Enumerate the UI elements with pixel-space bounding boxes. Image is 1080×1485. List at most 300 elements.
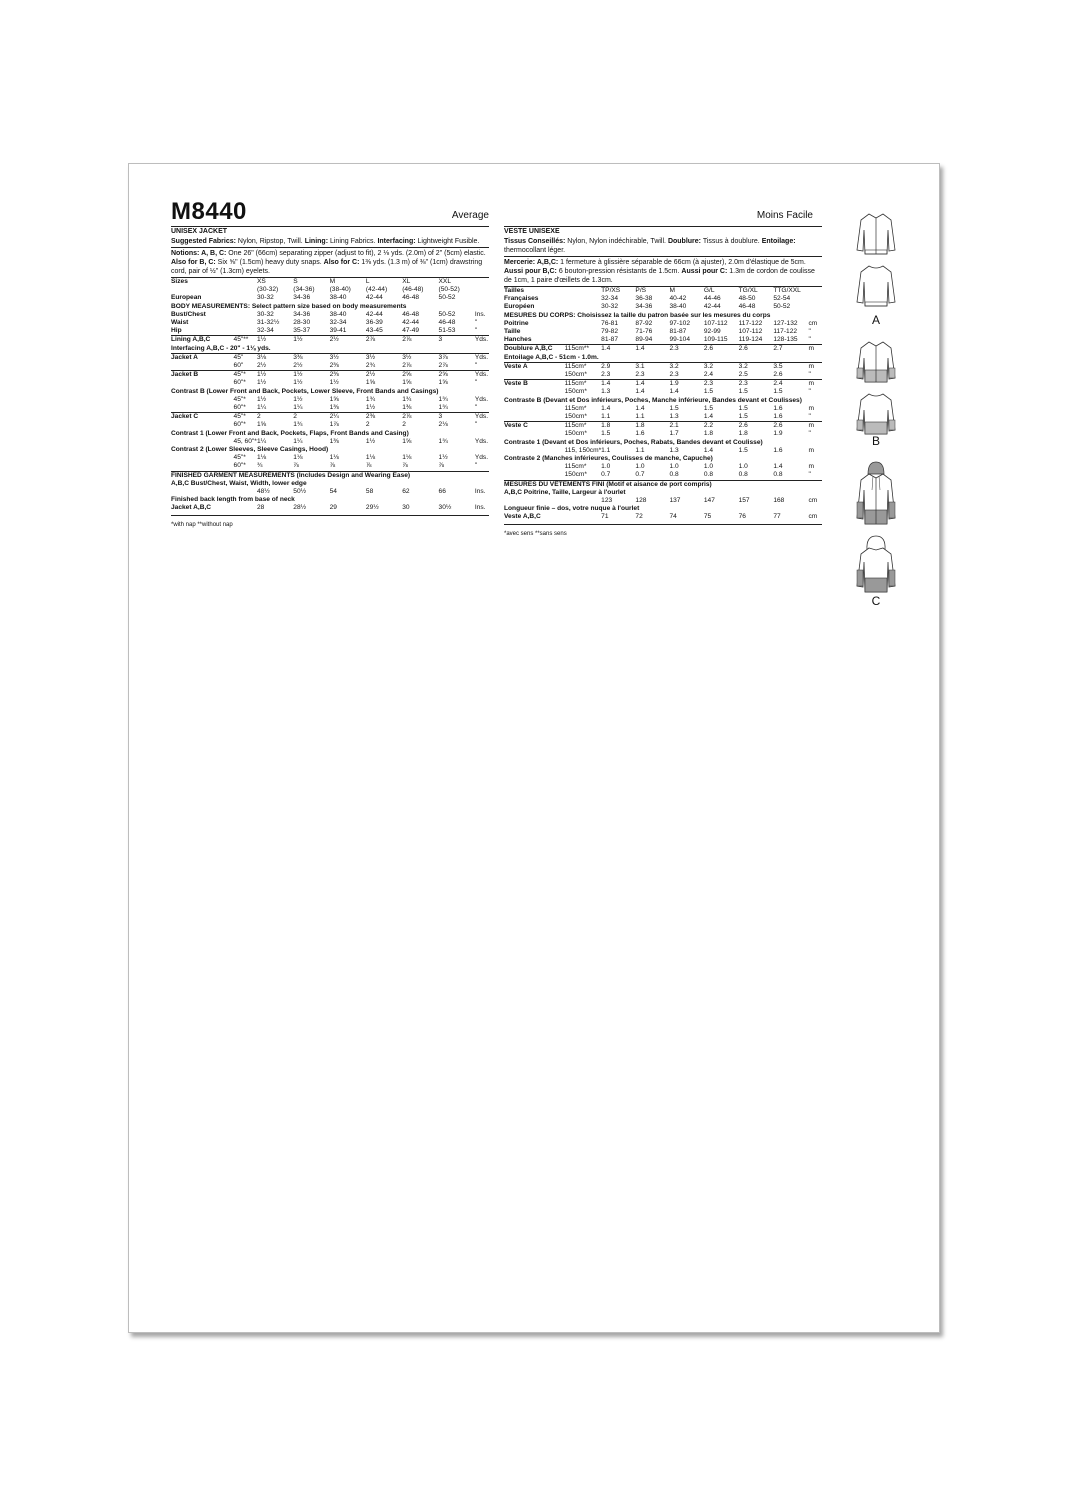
table-cell: Yds. bbox=[474, 413, 489, 421]
table-row bbox=[504, 471, 822, 480]
table-cell: 0.7 bbox=[635, 471, 645, 479]
table-row bbox=[171, 462, 489, 471]
row-label bbox=[504, 405, 565, 413]
table-cell: " bbox=[808, 371, 811, 379]
para-text: 1.3m de cordon de coulisse de 1cm, 1 paire d'œillets de 1.3cm. bbox=[504, 268, 815, 284]
table-cell bbox=[234, 488, 257, 496]
para-label: Tissus Conseillés: bbox=[504, 238, 566, 245]
table-row bbox=[171, 480, 489, 488]
table-cell: Yds. bbox=[474, 336, 489, 344]
table-cell: 1½ bbox=[293, 379, 303, 387]
table-row bbox=[171, 303, 489, 311]
table-cell: 1⅝ bbox=[402, 437, 412, 445]
table-cell: 3½ bbox=[402, 353, 438, 362]
table-cell: (30-32) bbox=[256, 286, 279, 294]
table-cell: 48-50 bbox=[738, 295, 756, 303]
table-cell: 1½ bbox=[365, 404, 376, 412]
table-cell: 48½ bbox=[256, 488, 270, 496]
table-cell: " bbox=[474, 327, 478, 335]
table-row bbox=[171, 319, 489, 327]
row-label bbox=[171, 462, 234, 471]
table-cell: 1.1 bbox=[635, 413, 645, 421]
table-cell: 2⅞ bbox=[402, 336, 438, 345]
table-cell bbox=[565, 303, 602, 311]
table-cell: (42-44) bbox=[365, 286, 388, 294]
table-cell: 1.9 bbox=[773, 430, 783, 438]
table-cell: 43-45 bbox=[365, 327, 383, 335]
row-label: Hanches bbox=[504, 336, 532, 344]
table-cell: 109-115 bbox=[703, 336, 728, 344]
table-cell: 1.7 bbox=[669, 430, 679, 438]
table-cell: 2.6 bbox=[739, 345, 774, 354]
table-cell: 34-36 bbox=[635, 303, 653, 311]
table-cell: 2 bbox=[293, 413, 329, 422]
table-cell: " bbox=[808, 471, 811, 479]
table-cell: ¾ bbox=[256, 462, 263, 470]
table-cell bbox=[565, 497, 602, 505]
table-cell: 1.8 bbox=[635, 422, 669, 431]
table-cell: 58 bbox=[365, 488, 374, 496]
table-cell: 2.4 bbox=[703, 371, 714, 379]
table-cell: 74 bbox=[669, 513, 677, 521]
table-cell: 2.7 bbox=[773, 345, 808, 354]
table-cell: 38-40 bbox=[329, 294, 347, 302]
section-heading: Interfacing A,B,C - 20" - 1⅛ yds. bbox=[171, 344, 271, 352]
table-cell: 3.2 bbox=[739, 362, 774, 371]
table-cell: 30 bbox=[402, 504, 410, 512]
table-cell: ⅞ bbox=[365, 462, 372, 470]
notions-en bbox=[171, 248, 489, 277]
garment-title-fr: VESTE UNISEXE bbox=[504, 228, 560, 235]
table-cell: XL bbox=[402, 278, 438, 287]
table-row bbox=[171, 362, 489, 371]
para-text: One 26" (66cm) separating zipper (adjust to fit), 2 ⅛ yds. (2.0m) of 2" (5cm) elastic. bbox=[226, 250, 486, 257]
table-row bbox=[171, 454, 489, 462]
table-cell: 30-32 bbox=[601, 303, 619, 311]
table-cell: 2.6 bbox=[773, 371, 783, 379]
table-cell: 2.3 bbox=[739, 380, 774, 389]
table-row bbox=[504, 312, 822, 320]
table-cell: 1.5 bbox=[601, 430, 611, 438]
table-cell: 50-52 bbox=[773, 303, 791, 311]
table-cell: 119-124 bbox=[738, 336, 763, 344]
table-cell: 117-122 bbox=[738, 319, 763, 327]
table-cell: 2⅜ bbox=[329, 362, 339, 370]
table-row bbox=[504, 497, 822, 505]
table-row bbox=[504, 380, 822, 389]
row-label: Veste C bbox=[504, 422, 565, 431]
table-row bbox=[171, 413, 489, 422]
row-label: Doublure A,B,C bbox=[504, 345, 565, 354]
table-cell: 107-112 bbox=[738, 328, 763, 336]
row-label: Jacket C bbox=[171, 413, 234, 422]
table-cell: 1.5 bbox=[669, 404, 679, 412]
table-cell: 28-30 bbox=[293, 319, 311, 327]
table-cell: 32-34 bbox=[329, 319, 347, 327]
table-cell: 3½ bbox=[366, 353, 402, 362]
table-cell: " bbox=[808, 430, 811, 438]
table-row bbox=[504, 489, 822, 497]
para-text: 6 bouton-pression résistants de 1.5cm. bbox=[556, 268, 682, 275]
table-cell: 42-44 bbox=[402, 319, 420, 327]
table-cell: M bbox=[330, 278, 366, 287]
table-cell: 1.4 bbox=[601, 404, 611, 412]
table-cell: 3.1 bbox=[635, 362, 669, 371]
row-label bbox=[171, 286, 234, 294]
table-cell: 1½ bbox=[293, 371, 329, 380]
row-label bbox=[171, 454, 234, 462]
table-cell: 1.5 bbox=[703, 404, 714, 412]
table-cell: 2¾ bbox=[365, 362, 376, 370]
section-heading: BODY MEASUREMENTS: Select pattern size based on body measurements bbox=[171, 302, 407, 310]
row-label: Hip bbox=[171, 327, 182, 335]
table-cell bbox=[234, 319, 257, 327]
section-heading: A,B,C Bust/Chest, Waist, Width, lower edge bbox=[171, 479, 307, 487]
table-cell: 2.3 bbox=[704, 380, 739, 389]
table-cell: 1.5 bbox=[738, 404, 748, 412]
section-heading: Contrast B (Lower Front and Back, Pockets, Lower Sleeve, Front Bands and Casings) bbox=[171, 387, 439, 395]
table-cell: 1¼ bbox=[256, 404, 267, 412]
table-cell bbox=[565, 513, 602, 521]
table-cell: 38-40 bbox=[329, 310, 347, 318]
table-cell: 72 bbox=[635, 513, 643, 521]
table-cell: 1¾ bbox=[438, 437, 448, 445]
table-row bbox=[504, 328, 822, 336]
table-cell: 1¾ bbox=[438, 404, 448, 412]
table-cell bbox=[475, 294, 489, 302]
table-row bbox=[171, 278, 489, 287]
table-cell: 168 bbox=[773, 497, 785, 505]
table-cell: " bbox=[474, 379, 478, 387]
para-label: Doublure: bbox=[667, 238, 701, 245]
table-cell: cm bbox=[808, 319, 818, 327]
table-cell: 1.0 bbox=[635, 463, 645, 471]
table-cell: 1.3 bbox=[669, 446, 679, 454]
para-label: Also for B, C: bbox=[171, 259, 216, 266]
row-label bbox=[171, 379, 234, 387]
section-heading: Finished back length from base of neck bbox=[171, 496, 295, 504]
table-row bbox=[171, 471, 489, 480]
table-cell: 128-135 bbox=[773, 336, 798, 344]
view-label-a: A bbox=[871, 313, 880, 327]
table-cell: 1.1 bbox=[601, 413, 611, 421]
table-cell: 1½ bbox=[438, 454, 448, 462]
table-cell: 2.3 bbox=[669, 371, 679, 379]
table-row bbox=[171, 504, 489, 512]
row-label: Veste A bbox=[504, 362, 565, 371]
table-cell: 1½ bbox=[257, 371, 293, 380]
table-row bbox=[171, 388, 489, 396]
table-cell: 34-36 bbox=[293, 294, 311, 302]
table-cell: m bbox=[808, 345, 822, 354]
table-cell: 2⅞ bbox=[402, 413, 438, 422]
table-cell: 1.4 bbox=[773, 463, 783, 471]
table-cell: 1.9 bbox=[669, 380, 703, 389]
para-label: Interfacing: bbox=[377, 238, 416, 245]
table-cell: S bbox=[293, 278, 329, 287]
table-cell: TTG/XXL bbox=[773, 287, 808, 296]
table-cell: 1½ bbox=[365, 437, 376, 445]
pattern-code: M8440 bbox=[171, 198, 247, 225]
view-c-back-drawing bbox=[855, 534, 897, 596]
view-label-b: B bbox=[871, 434, 880, 448]
table-cell: 87-92 bbox=[635, 319, 653, 327]
table-cell: 1⅛ bbox=[329, 454, 339, 462]
table-cell: 1.5 bbox=[703, 388, 714, 396]
table-cell: TP/XS bbox=[601, 287, 635, 296]
table-cell: XS bbox=[257, 278, 293, 287]
section-heading: FINISHED GARMENT MEASUREMENTS (Includes Design and Wearing Ease) bbox=[171, 471, 489, 480]
para-label: Aussi pour B,C: bbox=[504, 268, 557, 275]
table-cell: 1.4 bbox=[703, 413, 714, 421]
table-cell: 1¾ bbox=[365, 395, 376, 403]
table-cell: " bbox=[474, 462, 478, 470]
row-label bbox=[171, 404, 234, 413]
table-cell: 2.3 bbox=[601, 371, 611, 379]
table-row bbox=[504, 320, 822, 328]
table-cell: 50½ bbox=[293, 488, 307, 496]
table-cell bbox=[234, 294, 257, 302]
para-text: Tissus à doublure. bbox=[701, 238, 762, 245]
table-cell: 2⅜ bbox=[366, 413, 402, 422]
table-cell: 45"* bbox=[233, 395, 246, 403]
table-cell: 1¼ bbox=[256, 437, 267, 445]
table-cell: 1½ bbox=[293, 395, 303, 403]
row-label bbox=[171, 396, 234, 404]
table-cell: 2.4 bbox=[773, 380, 808, 389]
table-cell: 1.1 bbox=[601, 446, 611, 454]
table-row bbox=[504, 463, 822, 471]
row-label: Tailles bbox=[504, 287, 565, 296]
table-cell bbox=[565, 287, 602, 296]
para-label: Mercerie: A,B,C: bbox=[504, 259, 559, 266]
table-cell: 66 bbox=[438, 488, 446, 496]
table-cell: 1.0 bbox=[601, 463, 611, 471]
table-cell bbox=[565, 336, 602, 345]
yardage-table-fr bbox=[504, 286, 822, 522]
row-label bbox=[504, 388, 565, 396]
table-row bbox=[171, 438, 489, 446]
para-label: Entoilage: bbox=[761, 238, 796, 245]
table-cell: Ins. bbox=[474, 310, 486, 318]
para-label: Also for C: bbox=[323, 259, 360, 266]
table-cell: 32-34 bbox=[256, 327, 274, 335]
table-row bbox=[504, 413, 822, 422]
table-cell: " bbox=[808, 413, 811, 421]
table-cell: 44-46 bbox=[703, 295, 721, 303]
table-cell: 46-48 bbox=[438, 319, 456, 327]
table-cell: 1.0 bbox=[669, 463, 679, 471]
table-cell: 47-49 bbox=[402, 327, 420, 335]
table-row bbox=[171, 421, 489, 429]
table-cell: 2.6 bbox=[773, 422, 808, 431]
table-cell: 1.4 bbox=[635, 380, 669, 389]
table-cell: " bbox=[474, 421, 478, 429]
fabrics-fr bbox=[504, 236, 822, 256]
table-cell: 2¼ bbox=[330, 413, 366, 422]
table-cell: 2⅞ bbox=[438, 362, 448, 370]
table-cell: 115cm* bbox=[565, 380, 602, 389]
table-cell: 46-48 bbox=[402, 310, 420, 318]
table-row bbox=[504, 447, 822, 455]
section-heading: Contraste B (Devant et Dos inférieurs, Poches, Manche inférieure, Bandes devant et Coulisses) bbox=[504, 396, 802, 404]
section-heading: Entoilage A,B,C - 51cm - 1.0m. bbox=[504, 353, 599, 361]
row-label bbox=[171, 421, 234, 429]
table-cell bbox=[234, 327, 257, 336]
table-cell: 42-44 bbox=[703, 303, 721, 311]
table-cell: 1.5 bbox=[773, 388, 783, 396]
table-cell: 1¾ bbox=[402, 395, 412, 403]
table-cell: 77 bbox=[773, 513, 781, 521]
table-cell: 76-81 bbox=[601, 319, 619, 327]
table-cell: 2.6 bbox=[704, 345, 739, 354]
table-cell: TG/XL bbox=[739, 287, 774, 296]
table-cell: 157 bbox=[738, 497, 750, 505]
table-cell: 2 bbox=[402, 421, 406, 429]
table-row bbox=[171, 488, 489, 496]
row-label bbox=[171, 488, 234, 496]
table-cell: " bbox=[474, 404, 478, 412]
table-cell: P/S bbox=[635, 287, 669, 296]
row-label: Waist bbox=[171, 319, 189, 327]
table-row bbox=[504, 505, 822, 513]
table-cell bbox=[234, 286, 257, 294]
table-cell: 1⅝ bbox=[365, 379, 376, 387]
table-cell bbox=[808, 303, 822, 311]
table-row bbox=[504, 295, 822, 303]
para-text: Lightweight Fusible. bbox=[415, 238, 480, 245]
table-cell: 137 bbox=[669, 497, 681, 505]
table-cell: 46-48 bbox=[738, 303, 756, 311]
para-label: Lining: bbox=[304, 238, 329, 245]
table-cell: 2.3 bbox=[635, 371, 645, 379]
fabrics-en bbox=[171, 236, 489, 247]
table-row bbox=[504, 430, 822, 438]
table-cell: 2.9 bbox=[601, 362, 635, 371]
table-cell: 45"* bbox=[233, 454, 246, 462]
table-cell: 54 bbox=[329, 488, 337, 496]
table-cell: 127-132 bbox=[773, 319, 798, 327]
para-label: Suggested Fabrics: bbox=[171, 238, 236, 245]
pattern-sheet bbox=[128, 163, 940, 1333]
table-cell: 79-82 bbox=[601, 328, 619, 336]
table-cell: 1.4 bbox=[669, 388, 679, 396]
view-a-front-drawing bbox=[855, 210, 897, 258]
table-cell: 117-122 bbox=[773, 328, 798, 336]
table-cell: 1⅛ bbox=[402, 454, 412, 462]
row-label: Sizes bbox=[171, 278, 234, 287]
table-cell: 1.8 bbox=[703, 430, 714, 438]
table-cell: 60" bbox=[233, 362, 244, 370]
table-cell: 81-87 bbox=[669, 328, 687, 336]
table-cell: 32-34 bbox=[601, 295, 619, 303]
table-cell: 0.7 bbox=[601, 471, 611, 479]
table-cell: 147 bbox=[703, 497, 715, 505]
table-cell: 45"** bbox=[234, 336, 257, 345]
table-cell: 150cm* bbox=[564, 471, 587, 479]
row-label bbox=[504, 463, 565, 471]
para-text: 1⅜ yds. (1.3 m) of ⅜" (1cm) drawstring cord, pair of ½" (1.3cm) eyelets. bbox=[171, 259, 483, 275]
table-cell: m bbox=[808, 404, 814, 412]
table-row bbox=[504, 397, 822, 405]
row-label: Taille bbox=[504, 328, 521, 336]
table-row bbox=[504, 336, 822, 345]
row-label: Poitrine bbox=[504, 319, 529, 327]
table-cell: 1½ bbox=[329, 379, 339, 387]
table-cell: 2⅞ bbox=[366, 336, 402, 345]
garment-title-en: UNISEX JACKET bbox=[171, 228, 228, 235]
table-cell: 3⅞ bbox=[439, 353, 475, 362]
row-label bbox=[504, 497, 565, 505]
table-cell: 1.3 bbox=[669, 413, 679, 421]
table-cell: 60"* bbox=[233, 462, 246, 470]
table-cell: 115cm* bbox=[565, 362, 602, 371]
section-heading: Longueur finie – dos, votre nuque à l'ourlet bbox=[504, 505, 640, 513]
table-cell: 2⅞ bbox=[402, 362, 412, 370]
table-cell: 2.2 bbox=[704, 422, 739, 431]
table-cell: Yds. bbox=[474, 454, 489, 462]
table-cell: 2 bbox=[257, 413, 293, 422]
para-text: Nylon, Ripstop, Twill. bbox=[235, 238, 305, 245]
table-row bbox=[504, 345, 822, 354]
table-cell: 2½ bbox=[256, 362, 267, 370]
row-label: Jacket A,B,C bbox=[171, 504, 212, 512]
table-cell: 1½ bbox=[256, 395, 267, 403]
table-cell: 1.4 bbox=[601, 345, 635, 354]
table-cell: 1⅛ bbox=[365, 454, 376, 462]
table-cell: 1.4 bbox=[635, 404, 645, 412]
table-cell: 2.5 bbox=[738, 371, 748, 379]
table-row bbox=[171, 404, 489, 413]
table-cell: Yds. bbox=[474, 437, 489, 445]
row-label: Européen bbox=[504, 303, 535, 311]
table-cell: m bbox=[808, 380, 822, 389]
row-label: European bbox=[171, 294, 202, 302]
table-cell: 1⅜ bbox=[402, 404, 412, 412]
table-cell: 45" bbox=[234, 353, 257, 362]
row-label: Veste A,B,C bbox=[504, 513, 541, 521]
para-text: Six ⅝" (1.5cm) heavy duty snaps. bbox=[215, 259, 324, 266]
table-row bbox=[171, 311, 489, 319]
row-label bbox=[504, 430, 565, 438]
table-cell: 3 bbox=[439, 413, 475, 422]
table-cell: 2½ bbox=[330, 336, 366, 345]
table-cell: 1½ bbox=[256, 379, 267, 387]
table-cell: 42-44 bbox=[365, 310, 383, 318]
table-cell: 71 bbox=[601, 513, 609, 521]
section-heading: Contraste 1 (Devant et Dos inférieurs, Poches, Rabats, Bandes devant et Coulisse) bbox=[504, 438, 763, 446]
row-label bbox=[171, 438, 234, 446]
table-cell: 1.1 bbox=[635, 446, 645, 454]
table-cell: 115, 150cm* bbox=[564, 446, 602, 454]
table-cell: 1.6 bbox=[773, 413, 783, 421]
table-cell: 51-53 bbox=[438, 327, 456, 335]
table-cell: 1¾ bbox=[438, 395, 448, 403]
table-cell: " bbox=[808, 388, 811, 396]
table-row bbox=[171, 379, 489, 387]
table-cell: 1⅝ bbox=[329, 395, 339, 403]
difficulty-en: Average bbox=[451, 210, 489, 221]
table-cell: 1.6 bbox=[773, 446, 783, 454]
table-cell: 2.1 bbox=[669, 422, 703, 431]
view-label-c: C bbox=[871, 594, 881, 608]
table-cell: 45"* bbox=[234, 371, 257, 380]
table-row bbox=[504, 287, 822, 296]
table-cell: m bbox=[808, 422, 822, 431]
table-cell: 3⅜ bbox=[293, 353, 329, 362]
table-cell: 150cm* bbox=[564, 388, 587, 396]
table-cell: 1⅜ bbox=[329, 404, 339, 412]
